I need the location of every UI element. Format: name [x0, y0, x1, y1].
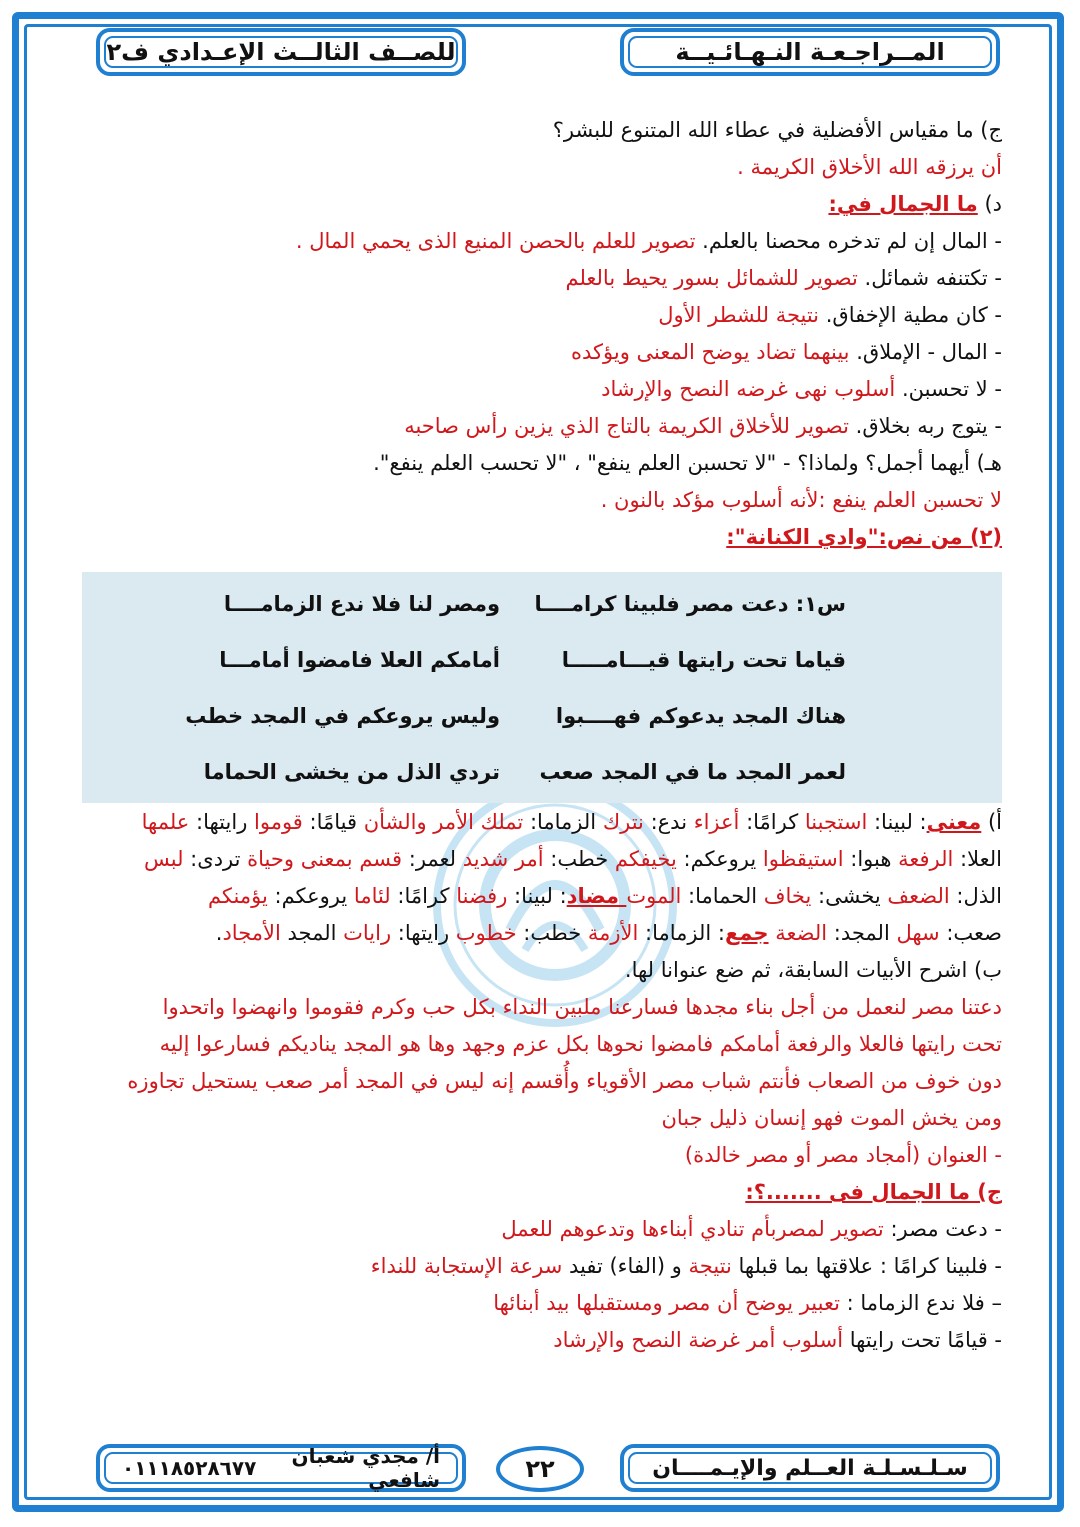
question-b: ب) اشرح الأبيات السابقة، ثم ضع عنوانا لها. [624, 958, 1002, 982]
beauty-item-question: - لا تحسبن. [901, 377, 1002, 401]
vocab-answer: استجبنا [804, 810, 868, 834]
vocab-word: : لبينا: [867, 810, 927, 834]
beauty2-question-cont: و (الفاء) تفيد [562, 1254, 689, 1278]
beauty-item-answer: تصوير للعلم بالحصن المنيع الذى يحمي المال . [295, 229, 696, 253]
vocab-line-2 [72, 841, 1002, 878]
vocab-word: أ) [981, 810, 1002, 834]
explanation-title: - العنوان (أمجاد مصر أو مصر خالدة) [684, 1143, 1002, 1167]
vocab-word: يخشى: [811, 884, 888, 908]
vocab-answer: الموت [626, 884, 682, 908]
beauty-item-6 [72, 408, 1002, 445]
beauty2-answer: نتيجة [688, 1254, 732, 1278]
vocab-word: الحماما: [681, 884, 764, 908]
poem-verse-left: تردي الذل من يخشى الحماما [203, 760, 500, 784]
vocab-word: المجد [280, 921, 344, 945]
vocab-answer: تملك الأمر والشأن [363, 810, 524, 834]
vocab-word: تردى: [183, 847, 248, 871]
vocab-word: رايتها: [189, 810, 255, 834]
beauty-item-answer: تصوير للأخلاق الكريمة بالتاج الذي يزين رأس صاحبه [404, 414, 849, 438]
vocab-word: : [552, 884, 567, 908]
header-title-box [620, 28, 1000, 76]
footer-series: سـلـسـلـة العــلم والإيـمــــان [652, 1455, 968, 1481]
beauty-item-question: - المال إن لم تدخره محصنا بالعلم. [702, 229, 1002, 253]
vocab-answer: خطوب [455, 921, 517, 945]
beauty2-item-1 [72, 1211, 1002, 1248]
vocab-answer: لئاما [353, 884, 391, 908]
lower-content [72, 804, 1002, 1359]
beauty2-question: - فلبينا كرامًا : علاقتها بما قبلها [731, 1254, 1002, 1278]
vocab-word: يروعكم: [267, 884, 354, 908]
beauty2-question: - دعت مصر: [883, 1217, 1002, 1241]
vocab-word: . [215, 921, 223, 945]
vocab-answer: استيقظوا [762, 847, 844, 871]
beauty-item-question: - المال - الإملاق. [856, 340, 1002, 364]
section2-title: (٢) من نص:"وادي الكنانة": [726, 525, 1002, 549]
vocab-word: كرامًا: [739, 810, 805, 834]
answer-c: أن يرزقه الله الأخلاق الكريمة . [737, 155, 1002, 179]
explanation-line: تحت رايتها فالعلا والرفعة أمامكم فامضوا نحوها بكل عزم وجهد وها هو المجد يناديكم فسارعوا إليه [159, 1032, 1002, 1056]
vocab-answer: قسم بمعنى وحياة [247, 847, 403, 871]
vocab-answer: الأزمة [587, 921, 639, 945]
explanation-line: ومن يخش الموت فهو إنسان ذليل جبان [661, 1106, 1002, 1130]
vocab-word: كرامًا: [390, 884, 457, 908]
beauty-item-answer: تصوير للشمائل بسور يحيط بالعلم [565, 266, 858, 290]
explanation-line: دعتنا مصر لنعمل من أجل بناء مجدها فسارعنا ملبين النداء بكل حب وكرم فقوموا وانهضوا واتحدوا [162, 995, 1002, 1019]
header-title: المــراجـعـة النـهـائـيــة [675, 38, 945, 66]
beauty-item-3 [72, 297, 1002, 334]
vocab-answer: الرفعة [898, 847, 954, 871]
vocab-answer: أعزاء [693, 810, 740, 834]
vocab-answer: الضعة [775, 921, 828, 945]
vocab-word: هبوا: [843, 847, 899, 871]
beauty-item-answer: نتيجة للشطر الأول [658, 303, 820, 327]
beauty-item-answer: أسلوب نهى غرضه النصح والإرشاد [601, 377, 896, 401]
poem-verse-left: أمامكم العلا فامضوا أمامـــا [219, 648, 500, 672]
vocab-word: خطب: [543, 847, 615, 871]
vocab-word: الزماما: [523, 810, 603, 834]
section3-title: ج) ما الجمال فى .......؟: [745, 1180, 1002, 1204]
poem-verse-right: هناك المجد يدعوكم فهــــبوا [555, 704, 846, 728]
vocab-word: لبينا: [507, 884, 553, 908]
vocab-word: الذل: [949, 884, 1002, 908]
header-grade: للصــف الثالــث الإعـدادي ف٢ [106, 38, 456, 66]
vocab-answer: الأمجاد [222, 921, 281, 945]
vocab-answer: نترك [602, 810, 644, 834]
vocab-heading: معنى [926, 810, 982, 834]
vocab-word: ندع: [643, 810, 694, 834]
question-d [72, 186, 1002, 223]
poem-box [82, 572, 1002, 803]
beauty-item-answer: بينهما تضاد يوضح المعنى ويؤكده [571, 340, 850, 364]
vocab-answer: سهل [896, 921, 940, 945]
footer-series-box [620, 1444, 1000, 1492]
header-grade-box [96, 28, 466, 76]
vocab-answer: أمر شديد [462, 847, 544, 871]
answer-h: لا تحسبن العلم ينفع :لأنه أسلوب مؤكد بالنون . [600, 488, 1002, 512]
vocab-word: يروعكم: [676, 847, 763, 871]
beauty2-item-2 [72, 1248, 1002, 1285]
vocab-answer: يؤمنكم [207, 884, 268, 908]
question-c: ج) ما مقياس الأفضلية في عطاء الله المتنوع للبشر؟ [552, 118, 1002, 142]
beauty2-answer: تعبير يوضح أن مصر ومستقبلها بيد أبنائها [493, 1291, 840, 1315]
vocab-word: العلا: [953, 847, 1002, 871]
vocab-word: خطب: [516, 921, 588, 945]
vocab-word: صعب: [939, 921, 1002, 945]
beauty2-answer: أسلوب أمر غرضة النصح والإرشاد [553, 1328, 844, 1352]
footer-phone: ٠١١١٨٥٢٨٦٧٧ [122, 1456, 257, 1480]
vocab-line-1 [72, 804, 1002, 841]
footer-author: أ/ مجدي شعبان شافعي [291, 1444, 440, 1492]
vocab-word: لعمر: [402, 847, 463, 871]
beauty-item-2 [72, 260, 1002, 297]
poem-verse-left: ومصر لنا فلا ندع الزمامــــا [223, 592, 500, 616]
explanation-line: دون خوف من الصعاب فأنتم شباب مصر الأقوياء وأُقسم إنه ليس في المجد أمر صعب يستحيل تجاوزه [127, 1069, 1002, 1093]
vocab-heading: جمع [724, 921, 769, 945]
vocab-line-4 [72, 915, 1002, 952]
vocab-line-3 [72, 878, 1002, 915]
question-d-prefix: د) [977, 192, 1002, 216]
vocab-answer: قوموا [254, 810, 303, 834]
footer-author-box [96, 1444, 466, 1492]
beauty-item-5 [72, 371, 1002, 408]
poem-verse-right: لعمر المجد ما في المجد صعب [539, 760, 846, 784]
vocab-word: المجد: [827, 921, 897, 945]
vocab-word: رايتها: [391, 921, 456, 945]
vocab-answer: لبس [143, 847, 184, 871]
poem-verse-right: س١: دعت مصر فلبينا كرامــــا [534, 592, 846, 616]
vocab-word: : الزماما: [638, 921, 725, 945]
question-d-label: ما الجمال في: [828, 192, 978, 216]
poem-verse-left: وليس يروعكم في المجد خطب [185, 704, 500, 728]
beauty-item-question: - كان مطية الإخفاق. [825, 303, 1002, 327]
vocab-answer: علمها [141, 810, 190, 834]
vocab-answer: يخاف [763, 884, 812, 908]
question-h: هـ) أيهما أجمل؟ ولماذا؟ - "لا تحسبن العلم ينفع" ، "لا تحسب العلم ينفع". [373, 451, 1002, 475]
vocab-answer: رايات [343, 921, 392, 945]
beauty2-question: – فلا ندع الزماما : [839, 1291, 1002, 1315]
poem-verse-right: قياما تحت رايتها قيـــامـــــا [561, 648, 846, 672]
beauty-item-question: - تكتنفه شمائل. [864, 266, 1002, 290]
beauty-item-4 [72, 334, 1002, 371]
beauty2-answer-cont: سرعة الإستجابة للنداء [370, 1254, 563, 1278]
beauty2-item-4 [72, 1322, 1002, 1359]
vocab-heading: مضاد [566, 884, 627, 908]
beauty2-answer: تصوير لمصربأم تنادي أبناءها وتدعوهم للعمل [501, 1217, 884, 1241]
beauty2-item-3 [72, 1285, 1002, 1322]
beauty2-question: - قيامًا تحت رايتها [843, 1328, 1002, 1352]
vocab-word: قيامًا: [302, 810, 364, 834]
page-number: ٢٢ [496, 1446, 584, 1492]
beauty-item-question: - يتوج ربه بخلاق. [855, 414, 1002, 438]
vocab-answer: يخيفكم [614, 847, 677, 871]
vocab-answer: رفضنا [456, 884, 508, 908]
content-area [72, 112, 1002, 556]
vocab-answer: الضعف [887, 884, 950, 908]
beauty-item-1 [72, 223, 1002, 260]
